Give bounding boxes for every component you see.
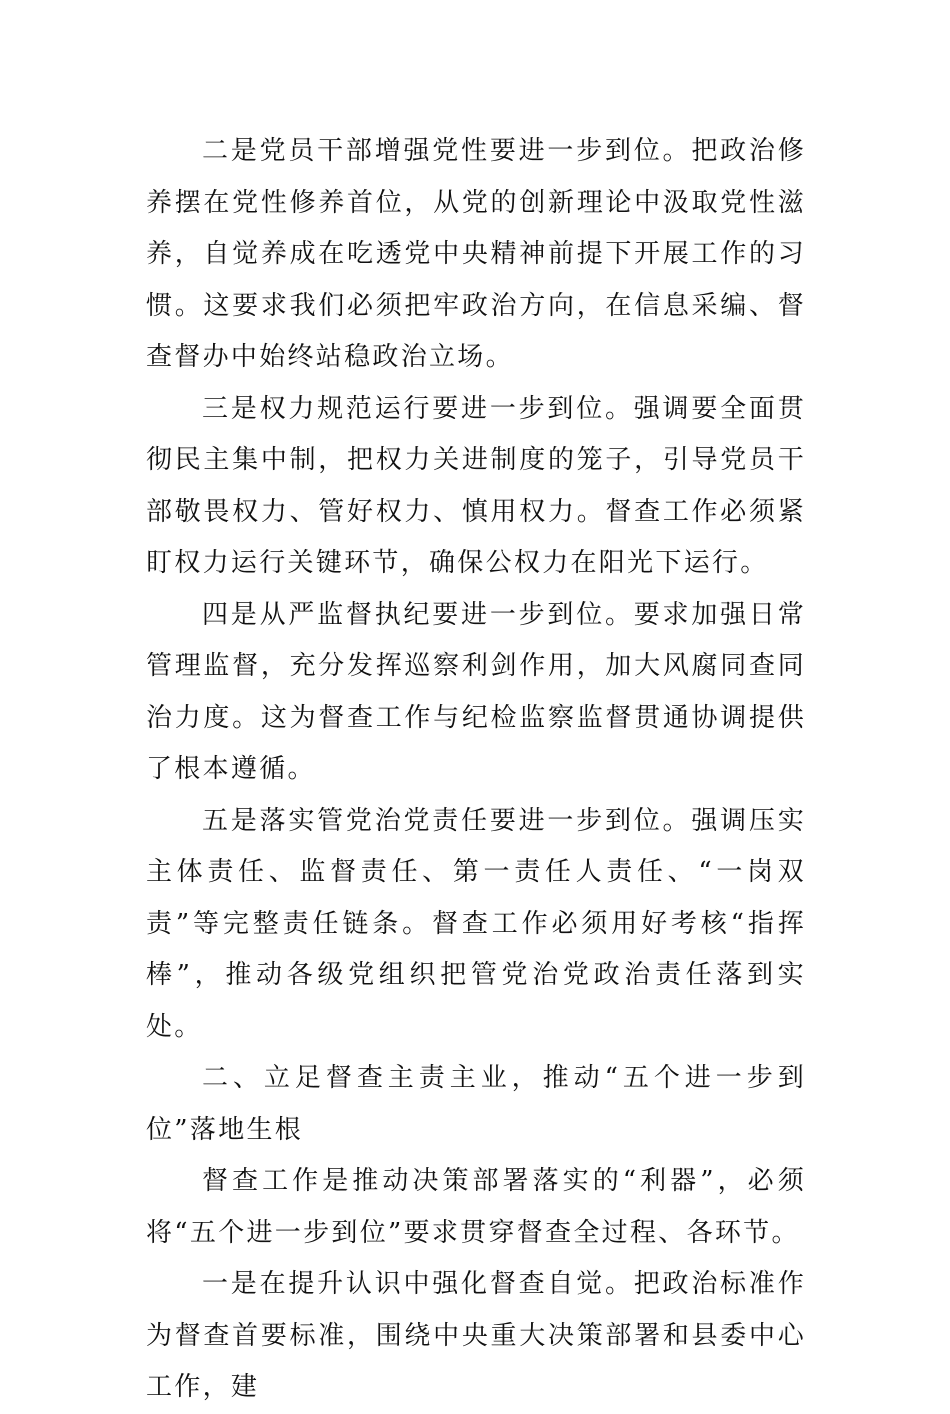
section-heading: 二、立足督查主责主业，推动“五个进一步到位”落地生根 <box>146 1063 806 1145</box>
document-body <box>146 126 806 1414</box>
paragraph-party-spirit: 二是党员干部增强党性要进一步到位。把政治修养摆在党性修养首位，从党的创新理论中汲取党性滋养，自觉养成在吃透党中央精神前提下开展工作的习惯。这要求我们必须把牢政治方向，在信息采编、督查督办中始终站稳政治立场。 <box>146 136 806 372</box>
paragraph-power-regulation: 三是权力规范运行要进一步到位。强调要全面贯彻民主集中制，把权力关进制度的笼子，引导党员干部敬畏权力、管好权力、慎用权力。督查工作必须紧盯权力运行关键环节，确保公权力在阳光下运行。 <box>146 393 806 578</box>
paragraph-governance-responsibility: 五是落实管党治党责任要进一步到位。强调压实主体责任、监督责任、第一责任人责任、“一岗双责”等完整责任链条。督查工作必须用好考核“指挥棒”，推动各级党组织把管党治党政治责任落到实处。 <box>146 805 806 1042</box>
paragraph-supervision-tool: 督查工作是推动决策部署落实的“利器”，必须将“五个进一步到位”要求贯穿督查全过程、各环节。 <box>146 1166 806 1248</box>
paragraph-supervision-discipline: 四是从严监督执纪要进一步到位。要求加强日常管理监督，充分发挥巡察利剑作用，加大风腐同查同治力度。这为督查工作与纪检监察监督贯通协调提供了根本遵循。 <box>146 599 806 784</box>
paragraph-awareness: 一是在提升认识中强化督查自觉。把政治标准作为督查首要标准，围绕中央重大决策部署和县委中心工作，建 <box>146 1269 806 1402</box>
